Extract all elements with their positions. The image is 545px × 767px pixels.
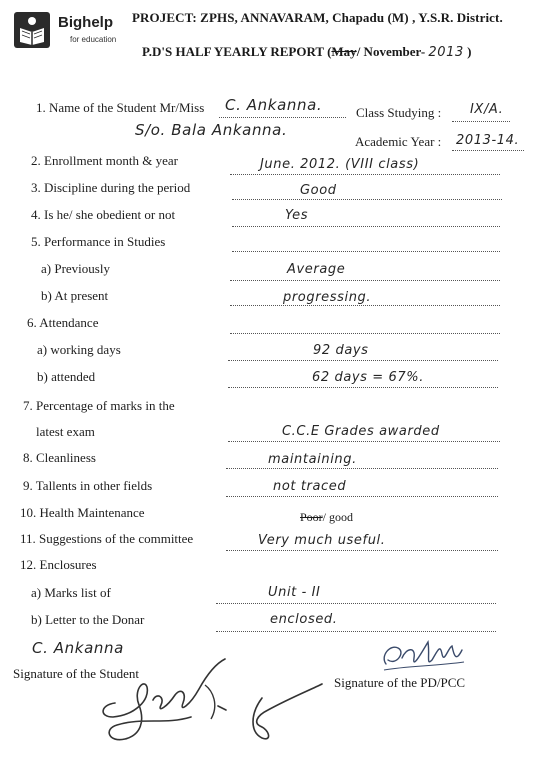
suggest-line (226, 550, 498, 551)
logo-brand: Bighelp (58, 14, 113, 31)
enroll-label: 2. Enrollment month & year (31, 153, 178, 168)
suggest-label: 11. Suggestions of the committee (20, 531, 194, 546)
markslist-line (216, 603, 496, 604)
present-line (230, 305, 500, 306)
performance-line (232, 251, 500, 252)
pd-signature-scribble (376, 636, 468, 676)
name-label: 1. Name of the Student Mr/Miss (36, 100, 205, 115)
talents-label: 9. Tallents in other fields (23, 478, 153, 493)
committee-signature-scribble (210, 680, 330, 750)
health-value: Poor/ good (300, 510, 354, 524)
class-label: Class Studying : (356, 105, 442, 120)
markslist-label: a) Marks list of (31, 585, 111, 600)
suggest-value: Very much useful. (258, 533, 386, 548)
previously-value: Average (287, 262, 346, 277)
markslist-value: Unit - II (268, 585, 321, 600)
discipline-label: 3. Discipline during the period (31, 180, 191, 195)
previously-line (230, 280, 500, 281)
present-value: progressing. (283, 290, 372, 305)
name-line (219, 117, 346, 118)
class-value: IX/A. (470, 102, 504, 117)
donor-value: enclosed. (270, 612, 338, 627)
marks-label-1: 7. Percentage of marks in the (23, 398, 175, 413)
discipline-line (232, 199, 502, 200)
struck-month: May (331, 44, 357, 59)
project-title: PROJECT: ZPHS, ANNAVARAM, Chapadu (M) , Y.S.R. District. (132, 10, 503, 25)
working-label: a) working days (37, 342, 121, 357)
working-line (228, 360, 498, 361)
year-line (452, 150, 524, 151)
marks-value: C.C.E Grades awarded (282, 424, 440, 439)
enroll-value: June. 2012. (VIII class) (260, 157, 420, 172)
student-signature-label: Signature of the Student (13, 666, 140, 681)
discipline-value: Good (300, 183, 337, 198)
report-year: 2013 (428, 45, 464, 60)
class-line (452, 121, 510, 122)
talents-line (226, 496, 498, 497)
encl-label: 12. Enclosures (20, 557, 97, 572)
donor-line (216, 631, 496, 632)
bighelp-logo (14, 12, 126, 52)
parent-value: S/o. Bala Ankanna. (135, 121, 288, 139)
year-value: 2013-14. (456, 133, 520, 148)
attended-line (228, 387, 498, 388)
attendance-label: 6. Attendance (27, 315, 99, 330)
working-value: 92 days (313, 343, 369, 358)
obedient-line (232, 226, 500, 227)
previously-label: a) Previously (41, 261, 110, 276)
present-label: b) At present (41, 288, 109, 303)
clean-label: 8. Cleanliness (23, 450, 96, 465)
name-value: C. Ankanna. (225, 96, 323, 114)
book-reader-icon (14, 12, 50, 48)
clean-line (226, 468, 498, 469)
attended-value: 62 days = 67%. (312, 370, 424, 385)
health-label: 10. Health Maintenance (20, 505, 145, 520)
obedient-value: Yes (285, 208, 309, 223)
donor-label: b) Letter to the Donar (31, 612, 145, 627)
report-title: P.D'S HALF YEARLY REPORT (May/ November- 2013 ) (142, 44, 472, 60)
marks-line (228, 441, 500, 442)
marks-label-2: latest exam (36, 424, 95, 439)
obedient-label: 4. Is he/ she obedient or not (31, 207, 176, 222)
enroll-line (230, 174, 500, 175)
performance-label: 5. Performance in Studies (31, 234, 166, 249)
student-name-handwritten: C. Ankanna (32, 639, 124, 657)
attended-label: b) attended (37, 369, 96, 384)
talents-value: not traced (273, 479, 347, 494)
logo-tagline: for education (70, 35, 117, 44)
clean-value: maintaining. (268, 452, 357, 467)
year-label: Academic Year : (355, 134, 442, 149)
pd-signature-label: Signature of the PD/PCC (334, 675, 466, 690)
attendance-line (230, 333, 500, 334)
